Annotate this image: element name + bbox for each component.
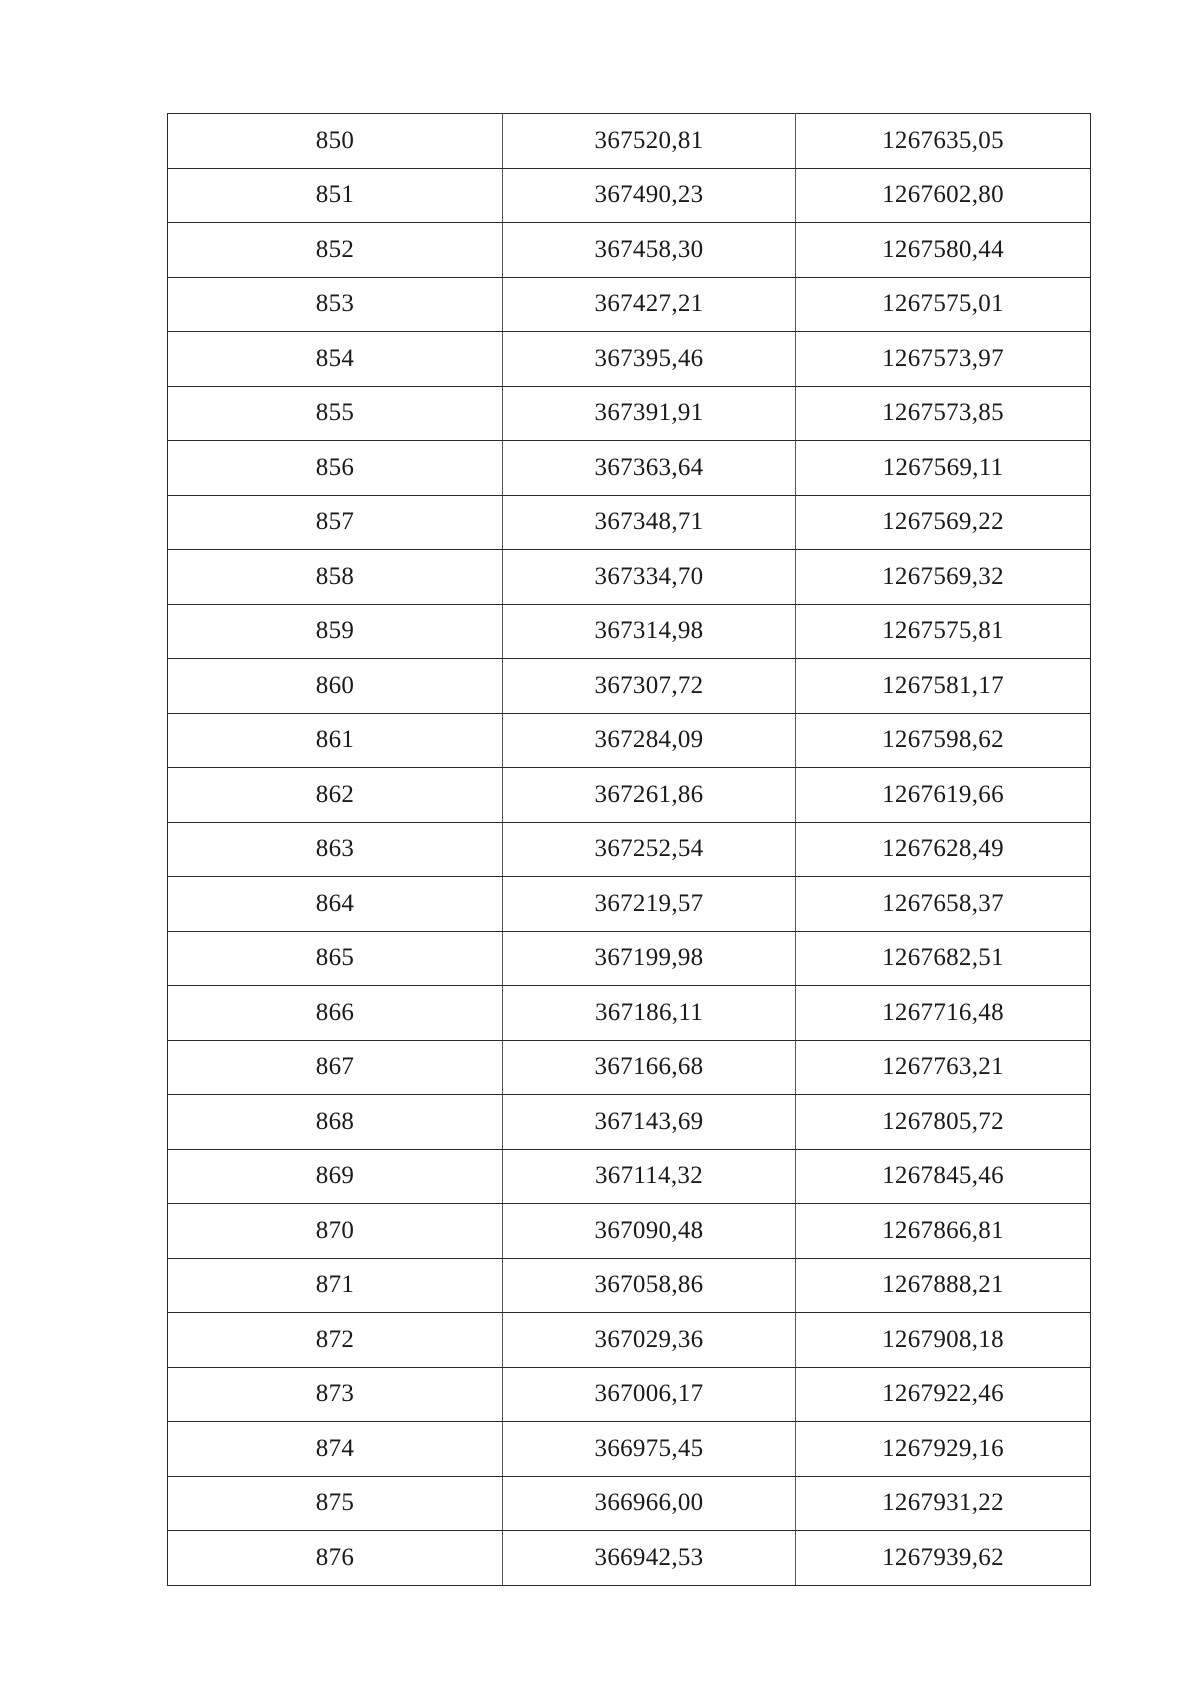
table-row — [168, 168, 1091, 223]
point-number-cell: 853 — [168, 277, 503, 332]
point-number-cell: 858 — [168, 550, 503, 605]
y-coordinate-cell: 1267573,85 — [796, 386, 1091, 441]
table-row — [168, 713, 1091, 768]
x-coordinate-cell: 367520,81 — [503, 114, 796, 169]
table-row — [168, 441, 1091, 496]
y-coordinate-cell: 1267619,66 — [796, 768, 1091, 823]
y-coordinate-cell: 1267931,22 — [796, 1476, 1091, 1531]
x-coordinate-cell: 366975,45 — [503, 1422, 796, 1477]
point-number-cell: 856 — [168, 441, 503, 496]
table-row — [168, 877, 1091, 932]
x-coordinate-cell: 367334,70 — [503, 550, 796, 605]
point-number-cell: 862 — [168, 768, 503, 823]
x-coordinate-cell: 367058,86 — [503, 1258, 796, 1313]
x-coordinate-cell: 367143,69 — [503, 1095, 796, 1150]
table-row — [168, 1367, 1091, 1422]
x-coordinate-cell: 367199,98 — [503, 931, 796, 986]
point-number-cell: 868 — [168, 1095, 503, 1150]
x-coordinate-cell: 367114,32 — [503, 1149, 796, 1204]
coordinates-table — [167, 113, 1091, 1586]
table-row — [168, 1095, 1091, 1150]
y-coordinate-cell: 1267569,11 — [796, 441, 1091, 496]
y-coordinate-cell: 1267805,72 — [796, 1095, 1091, 1150]
y-coordinate-cell: 1267763,21 — [796, 1040, 1091, 1095]
table-row — [168, 386, 1091, 441]
y-coordinate-cell: 1267908,18 — [796, 1313, 1091, 1368]
point-number-cell: 869 — [168, 1149, 503, 1204]
point-number-cell: 863 — [168, 822, 503, 877]
point-number-cell: 860 — [168, 659, 503, 714]
y-coordinate-cell: 1267845,46 — [796, 1149, 1091, 1204]
x-coordinate-cell: 366942,53 — [503, 1531, 796, 1586]
y-coordinate-cell: 1267598,62 — [796, 713, 1091, 768]
point-number-cell: 857 — [168, 495, 503, 550]
point-number-cell: 852 — [168, 223, 503, 278]
table-row — [168, 114, 1091, 169]
y-coordinate-cell: 1267628,49 — [796, 822, 1091, 877]
table-row — [168, 1476, 1091, 1531]
y-coordinate-cell: 1267658,37 — [796, 877, 1091, 932]
x-coordinate-cell: 367427,21 — [503, 277, 796, 332]
x-coordinate-cell: 367090,48 — [503, 1204, 796, 1259]
point-number-cell: 865 — [168, 931, 503, 986]
point-number-cell: 871 — [168, 1258, 503, 1313]
table-row — [168, 1531, 1091, 1586]
x-coordinate-cell: 367458,30 — [503, 223, 796, 278]
x-coordinate-cell: 367490,23 — [503, 168, 796, 223]
point-number-cell: 859 — [168, 604, 503, 659]
point-number-cell: 850 — [168, 114, 503, 169]
point-number-cell: 864 — [168, 877, 503, 932]
point-number-cell: 870 — [168, 1204, 503, 1259]
table-row — [168, 822, 1091, 877]
coordinates-table-body — [168, 114, 1091, 1586]
table-row — [168, 1258, 1091, 1313]
table-row — [168, 277, 1091, 332]
table-row — [168, 931, 1091, 986]
x-coordinate-cell: 367252,54 — [503, 822, 796, 877]
y-coordinate-cell: 1267580,44 — [796, 223, 1091, 278]
table-row — [168, 495, 1091, 550]
point-number-cell: 854 — [168, 332, 503, 387]
x-coordinate-cell: 367029,36 — [503, 1313, 796, 1368]
x-coordinate-cell: 367261,86 — [503, 768, 796, 823]
point-number-cell: 875 — [168, 1476, 503, 1531]
point-number-cell: 873 — [168, 1367, 503, 1422]
table-row — [168, 986, 1091, 1041]
table-row — [168, 1040, 1091, 1095]
point-number-cell: 855 — [168, 386, 503, 441]
x-coordinate-cell: 367395,46 — [503, 332, 796, 387]
y-coordinate-cell: 1267635,05 — [796, 114, 1091, 169]
x-coordinate-cell: 367166,68 — [503, 1040, 796, 1095]
table-row — [168, 1149, 1091, 1204]
point-number-cell: 872 — [168, 1313, 503, 1368]
y-coordinate-cell: 1267581,17 — [796, 659, 1091, 714]
table-row — [168, 550, 1091, 605]
point-number-cell: 866 — [168, 986, 503, 1041]
y-coordinate-cell: 1267929,16 — [796, 1422, 1091, 1477]
y-coordinate-cell: 1267575,01 — [796, 277, 1091, 332]
y-coordinate-cell: 1267866,81 — [796, 1204, 1091, 1259]
x-coordinate-cell: 367219,57 — [503, 877, 796, 932]
y-coordinate-cell: 1267573,97 — [796, 332, 1091, 387]
x-coordinate-cell: 367307,72 — [503, 659, 796, 714]
table-row — [168, 659, 1091, 714]
x-coordinate-cell: 367363,64 — [503, 441, 796, 496]
y-coordinate-cell: 1267922,46 — [796, 1367, 1091, 1422]
x-coordinate-cell: 367186,11 — [503, 986, 796, 1041]
point-number-cell: 874 — [168, 1422, 503, 1477]
point-number-cell: 851 — [168, 168, 503, 223]
table-row — [168, 768, 1091, 823]
y-coordinate-cell: 1267716,48 — [796, 986, 1091, 1041]
y-coordinate-cell: 1267888,21 — [796, 1258, 1091, 1313]
x-coordinate-cell: 367314,98 — [503, 604, 796, 659]
table-row — [168, 1204, 1091, 1259]
table-row — [168, 604, 1091, 659]
x-coordinate-cell: 366966,00 — [503, 1476, 796, 1531]
y-coordinate-cell: 1267575,81 — [796, 604, 1091, 659]
table-row — [168, 332, 1091, 387]
x-coordinate-cell: 367006,17 — [503, 1367, 796, 1422]
point-number-cell: 861 — [168, 713, 503, 768]
y-coordinate-cell: 1267682,51 — [796, 931, 1091, 986]
y-coordinate-cell: 1267602,80 — [796, 168, 1091, 223]
x-coordinate-cell: 367284,09 — [503, 713, 796, 768]
y-coordinate-cell: 1267569,32 — [796, 550, 1091, 605]
y-coordinate-cell: 1267939,62 — [796, 1531, 1091, 1586]
point-number-cell: 867 — [168, 1040, 503, 1095]
table-row — [168, 1313, 1091, 1368]
point-number-cell: 876 — [168, 1531, 503, 1586]
x-coordinate-cell: 367391,91 — [503, 386, 796, 441]
y-coordinate-cell: 1267569,22 — [796, 495, 1091, 550]
table-row — [168, 1422, 1091, 1477]
table-row — [168, 223, 1091, 278]
x-coordinate-cell: 367348,71 — [503, 495, 796, 550]
